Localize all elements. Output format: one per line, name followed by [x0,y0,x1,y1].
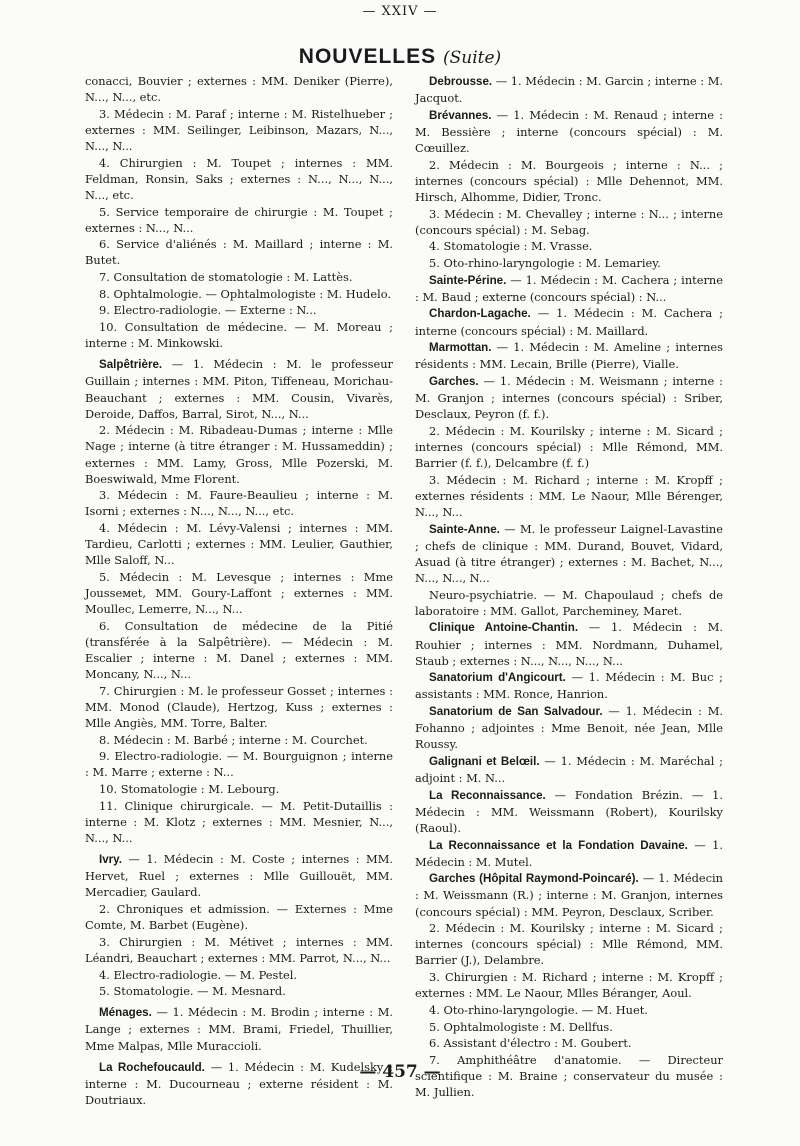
paragraph: 2. Médecin : M. Bourgeois ; interne : N... ; internes (concours spécial) : Mlle Dehennot, MM. Hirsch, Alhomme, Didier, Tronc. [415,157,723,204]
paragraph: Neuro-psychiatrie. — M. Chapoulaud ; chefs de laboratoire : MM. Gallot, Parcheminey, Maret. [415,587,723,618]
institution-name: Brévannes. [429,108,492,122]
institution-name: Galignani et Belœil. [429,754,540,768]
paragraph-heading: Debrousse. — 1. Médecin : M. Garcin ; interne : M. Jacquot. [415,74,724,106]
paragraph: 2. Chroniques et admission. — Externes : Mme Comte, M. Barbet (Eugène). [85,901,393,933]
paragraph-heading: La Reconnaissance et la Fondation Davaine. — 1. Médecin : M. Mutel. [415,837,724,869]
paragraph: 4. Oto-rhino-laryngologie. — M. Huet. [429,1002,648,1017]
institution-name: Ménages. [99,1006,152,1020]
paragraph: 3. Médecin : M. Faure-Beaulieu ; interne : M. Isorni ; externes : N..., N..., N..., etc. [85,488,393,519]
paragraph: 2. Médecin : M. Ribadeau-Dumas ; interne : Mlle Nage ; interne (à titre étranger : M. Hussameddin) ; externes : MM. Lamy, Gross, Mlle Pozerski, M. Boeswiwald, Mme Florent. [85,423,393,486]
paragraph: 6. Consultation de médecine de la Pitié (transférée à la Salpêtrière). — Médecin : M. Escalier ; interne : M. Danel ; externes : MM. Moncany, N..., N... [85,618,393,682]
paragraph: 6. Service d'aliénés : M. Maillard ; interne : M. Butet. [85,237,393,268]
institution-name: La Rochefoucauld. [99,1060,205,1074]
paragraph: 4. Stomatologie : M. Vrasse. [429,239,593,254]
paragraph: 2. Médecin : M. Kourilsky ; interne : M. Sicard ; internes (concours spécial) : Mlle Rémond, MM. Barrier (f. f.), Delcambre (f. f.) [415,423,723,471]
paragraph: 4. Médecin : M. Lévy-Valensi ; internes : MM. Tardieu, Carlotti ; externes : MM. Leulier, Gauthier, Mlle Saloff, N... [85,521,393,568]
paragraph: 9. Electro-radiologie. — Externe : N... [99,303,317,318]
paragraph: 5. Stomatologie. — M. Mesnard. [99,984,286,999]
paragraph-heading: Marmottan. — 1. Médecin : M. Ameline ; internes résidents : MM. Lecain, Brille (Pierre), Vialle. [415,340,723,372]
paragraph: 5. Médecin : M. Levesque ; internes : Mme Jousseмet, MM. Goury-Laffont ; externes : MM. Moullec, Lemerre, N..., N... [85,569,393,617]
paragraph: 3. Chirurgien : M. Richard ; interne : M. Kropff ; externes : MM. Le Naour, Mlles Béranger, Aoul. [415,970,723,1001]
paragraph-heading: Chardon-Lagache. — 1. Médecin : M. Cachera ; interne (concours spécial) : M. Maillard. [415,306,723,338]
right-column [415,73,723,1101]
paragraph: 11. Clinique chirurgicale. — M. Petit-Dutaillis : interne : M. Klotz ; externes : MM. Mesnier, N..., N..., N... [85,798,393,845]
institution-name: Marmottan. [429,341,492,355]
paragraph: 9. Electro-radiologie. — M. Bourguignon ; interne : M. Marre ; externe : N... [85,749,393,780]
paragraph: 3. Médecin : M. Paraf ; interne : M. Ristelhueber ; externes : MM. Seilinger, Leibinson, Mazars, N..., N..., N... [85,106,393,153]
institution-name: Garches. [429,375,479,389]
paragraph: conacci, Bouvier ; externes : MM. Deniker (Pierre), N..., N..., etc. [85,74,393,105]
paragraph: 3. Médecin : M. Chevalley ; interne : N... ; interne (concours spécial) : M. Sebag. [415,206,723,237]
paragraph: 3. Chirurgien : M. Métivet ; internes : MM. Léandri, Beauchart ; externes : MM. Parrot, N..., N... [85,934,393,965]
paragraph-heading: Sainte-Anne. — M. le professeur Laignel-Lavastine ; chefs de clinique : MM. Durand, Bouvet, Vidard, Asuad (à titre étranger) ; externes : M. Bachet, N..., N..., N..., N... [415,521,723,585]
paragraph: 8. Ophtalmologie. — Ophtalmologiste : M. Hudelo. [99,286,391,301]
paragraph-heading: Garches. — 1. Médecin : M. Weismann ; interne : M. Granjon ; internes (concours spécial) : Sriber, Desclaux, Peyron (f. f.). [415,374,723,422]
paragraph: 3. Médecin : M. Richard ; interne : M. Kropff ; externes résidents : MM. Le Naour, Mlle Bérenger, N..., N... [415,472,723,519]
paragraph: 7. Chirurgien : M. le professeur Gosset ; internes : MM. Monod (Claude), Hertzog, Kuss ; externes : Mlle Angiès, MM. Torre, Balter. [85,683,393,730]
institution-name: Clinique Antoine-Chantin. [429,621,579,635]
paragraph: 7. Amphithéâtre d'anatomie. — Directeur scientifique : M. Braine ; conservateur du musée : M. Jullien. [415,1052,723,1100]
title-main: NOUVELLES [298,45,437,68]
title-suffix: (Suite) [443,48,502,68]
paragraph: 5. Service temporaire de chirurgie : M. Toupet ; externes : N..., N... [85,204,393,235]
paragraph-heading: Ivry. — 1. Médecin : M. Coste ; internes : MM. Hervet, Ruel ; externes : Mlle Guillouët, MM. Mercadier, Gaulard. [85,852,393,900]
institution-name: La Reconnaissance et la Fondation Davaine. [429,838,688,852]
paragraph-heading: Sanatorium de San Salvadour. — 1. Médecin : M. Fohanno ; adjointes : Mme Benoit, née Jean, Mlle Roussy. [415,704,723,752]
institution-name: Sanatorium d'Angicourt. [429,671,566,685]
institution-name: Salpêtrière. [99,358,163,372]
institution-name: Garches (Hôpital Raymond-Poincaré). [429,872,639,886]
institution-name: Sainte-Anne. [429,522,500,536]
paragraph: 10. Consultation de médecine. — M. Moreau ; interne : M. Minkowski. [85,320,393,351]
paragraph-heading: Salpêtrière. — 1. Médecin : M. le professeur Guillain ; internes : MM. Piton, Tiffeneau, Morichau-Beauchant ; externes : MM. Cousin, Vivarès, Deroide, Daffos, Barral, Sirot, N..., N... [85,357,393,421]
paragraph: 10. Stomatologie : M. Lebourg. [99,782,280,797]
paragraph: 2. Médecin : M. Kourilsky ; interne : M. Sicard ; internes (concours spécial) : Mlle Rémond, MM. Barrier (J.), Delambre. [415,921,723,968]
page-title [0,45,800,69]
paragraph: 8. Médecin : M. Barbé ; interne : M. Courchet. [99,732,368,747]
roman-page-number: — XXIV — [362,4,438,19]
paragraph-heading: Ménages. — 1. Médecin : M. Brodin ; interne : M. Lange ; externes : MM. Brami, Friedel, Thuillier, Mme Malpas, Mlle Muraccioli. [85,1005,393,1053]
paragraph-heading: Sanatorium d'Angicourt. — 1. Médecin : M. Buc ; assistants : MM. Ronce, Hanrion. [415,670,723,702]
paragraph-heading: Garches (Hôpital Raymond-Poincaré). — 1. Médecin : M. Weissmann (R.) ; interne : M. Granjon, internes (concours spécial) : MM. Peyron, Desclaux, Scriber. [415,871,723,919]
left-column [85,73,393,1108]
paragraph-heading: Galignani et Belœil. — 1. Médecin : M. Maréchal ; adjoint : M. N... [415,753,723,786]
paragraph-heading: Brévannes. — 1. Médecin : M. Renaud ; interne : M. Bessière ; interne (concours spécial) : M. Cœuillez. [415,107,723,155]
institution-name: Sainte-Périne. [429,273,507,287]
paragraph: 6. Assistant d'électro : M. Goubert. [429,1036,632,1051]
paragraph: 4. Electro-radiologie. — M. Pestel. [99,967,297,982]
institution-name: Sanatorium de San Salvadour. [429,705,603,719]
paragraph: 4. Chirurgien : M. Toupet ; internes : MM. Feldman, Ronsin, Saks ; externes : N..., N..., N..., N..., etc. [85,155,393,202]
paragraph: 7. Consultation de stomatologie : M. Lattès. [99,270,353,285]
paragraph-heading: La Rochefoucauld. — 1. Médecin : M. Kudelsky : interne : M. Ducourneau ; externe résident : M. Doutriaux. [85,1059,394,1107]
paragraph: 5. Oto-rhino-laryngologie : M. Lemariey. [429,256,661,270]
paragraph: 5. Ophtalmologiste : M. Dellfus. [429,1019,613,1034]
paragraph-heading: La Reconnaissance. — Fondation Brézin. — 1. Médecin : MM. Weissmann (Robert), Kourilsky (Raoul). [415,787,723,835]
paragraph-heading: Clinique Antoine-Chantin. — 1. Médecin : M. Rouhier ; internes : MM. Nordmann, Duhamel, Staub ; externes : N..., N..., N..., N... [415,620,724,668]
institution-name: La Reconnaissance. [429,788,546,802]
institution-name: Ivry. [99,853,122,867]
paragraph-heading: Sainte-Périne. — 1. Médecin : M. Cachera ; interne : M. Baud ; externe (concours spécial) : N... [415,272,723,304]
institution-name: Chardon-Lagache. [429,307,531,321]
institution-name: Debrousse. [429,75,493,88]
page-number: — 457 — [359,1062,441,1082]
